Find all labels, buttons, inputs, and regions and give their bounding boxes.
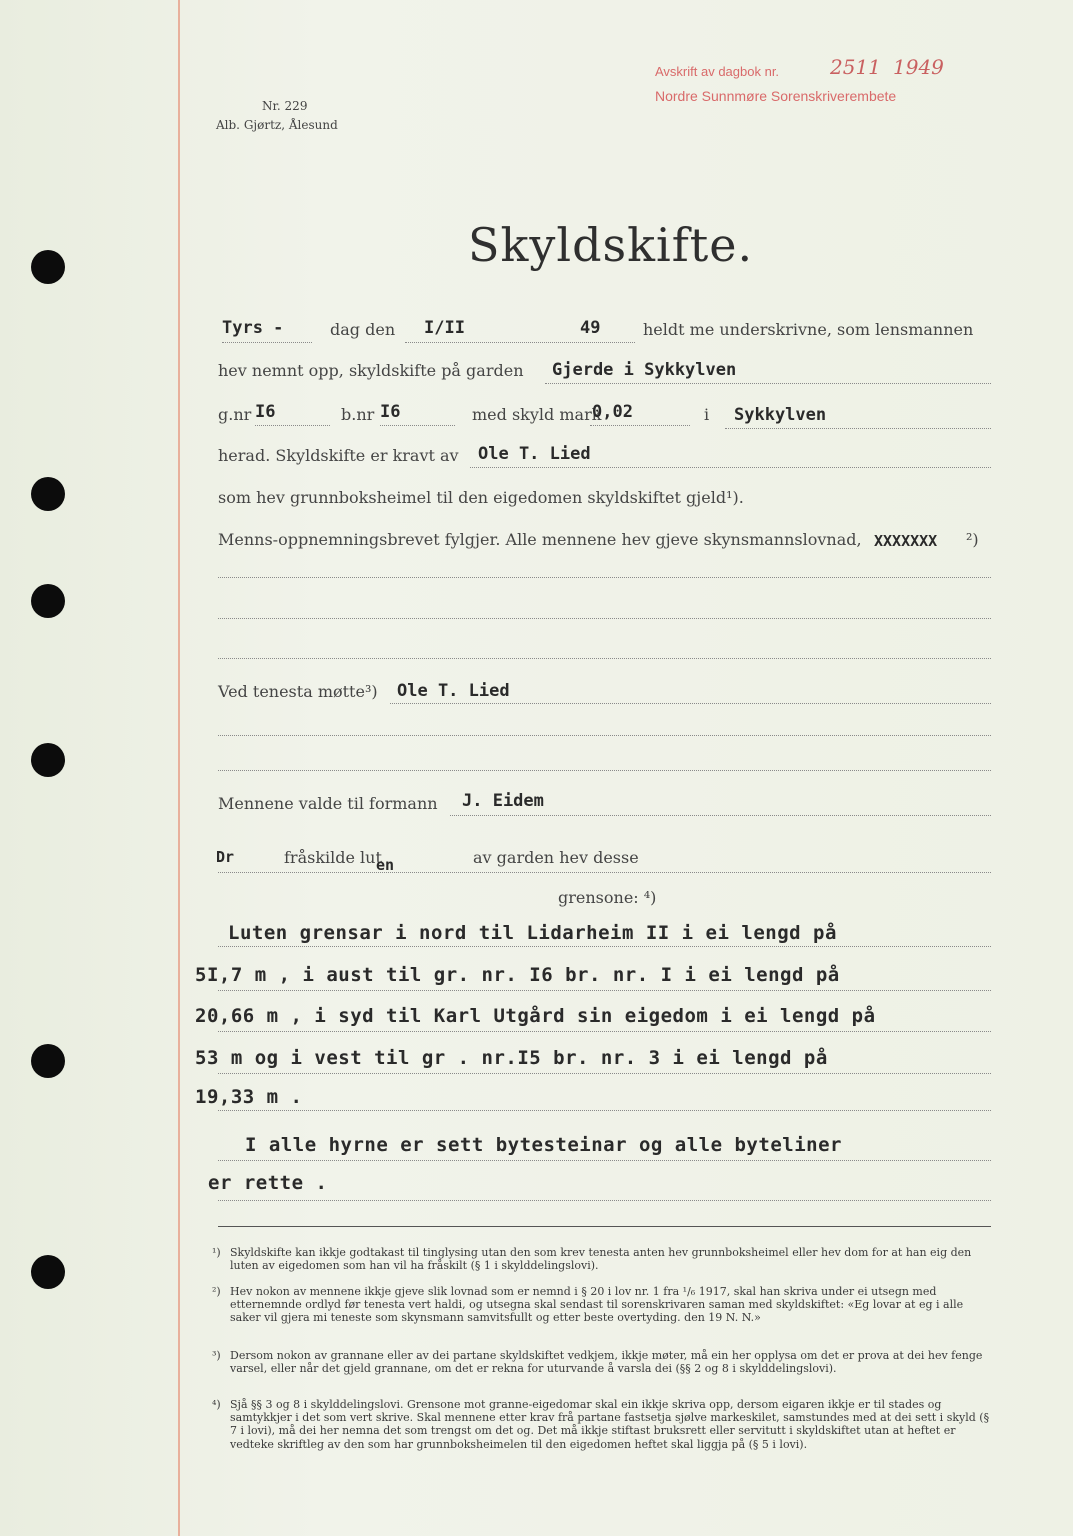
punch-hole (31, 250, 65, 284)
fraskilde-label: fråskilde lut (284, 848, 382, 867)
herad-label: herad. Skyldskifte er kravt av (218, 446, 459, 465)
year: 49 (580, 318, 601, 338)
footnote-text: Hev nokon av mennene ikkje gjeve slik lovnad som er nemnd i § 20 i lov nr. 1 fra ¹/₆ 1917, skal han skriva under ei utsegn med etternemnde ordlyd før tenesta vert haldi, og utsegna skal sendast til sorenskrivaren saman med skyldskiftet: «Eg lovar at eg i alle saker vil gjera mi teneste som skynsmann samvitsfullt og etter beste overtyding. den 19 N. N.» (230, 1285, 964, 1325)
hev-nemnt-label: hev nemnt opp, skyldskifte på garden (218, 361, 524, 380)
municipality: Sykkylven (734, 405, 827, 425)
printer-number: Nr. 229 (262, 99, 308, 113)
footnote-number: ⁴) (212, 1398, 221, 1411)
stamp-line2: Nordre Sunnmøre Sorenskriverembete (655, 88, 897, 104)
requested-by: Ole T. Lied (478, 444, 591, 464)
footnote-text: Sjå §§ 3 og 8 i skylddelingslovi. Grensone mot granne-eigedomar skal ein ikkje skriva opp, dersom eigaren ikkje er til stades og samtykkjer i det som vert skrive. Skal mennene etter krav frå partane fastsetja sjølve markeskilet, samstundes med at dei sett i skyld (§ 7 i lovi), må dei her nemna det som trengst om det og. Det må ikkje stiftast bruksrett eller servitutt i skyldskiftet utan at heftet er vedteke skriftleg av den som har grunnboksheimelen til den eigedomen heftet skal liggja på (§ 5 i lovi). (230, 1398, 990, 1451)
bnr-value: I6 (380, 402, 401, 422)
boundary-line: 53 m og i vest til gr . nr.I5 br. nr. 3 i ei lengd på (195, 1047, 828, 1069)
formann-label: Mennene valde til formann (218, 794, 438, 813)
grensone-label: grensone: ⁴) (558, 888, 657, 907)
footnote (212, 1246, 990, 1273)
heldt-text: heldt me underskrivne, som lensmannen (643, 320, 974, 339)
gnr-label: g.nr (218, 405, 252, 424)
footnote-number: ¹) (212, 1246, 221, 1259)
date: I/II (424, 318, 465, 338)
footnote (212, 1285, 990, 1325)
menns-crossed: XXXXXXX (874, 532, 938, 550)
closing-line: er rette . (208, 1172, 328, 1194)
footnote (212, 1349, 990, 1376)
skyld-value: 0,02 (592, 402, 633, 422)
stamp-year: 1949 (893, 55, 944, 79)
closing-line: I alle hyrne er sett bytesteinar og alle byteliner (245, 1134, 842, 1156)
footnote-number: ³) (212, 1349, 221, 1362)
boundary-line: 5I,7 m , i aust til gr. nr. I6 br. nr. I i ei lengd på (195, 964, 840, 986)
footnote (212, 1398, 990, 1451)
attendee: Ole T. Lied (397, 681, 510, 701)
printer-address: Alb. Gjørtz, Ålesund (216, 118, 338, 132)
punch-hole (31, 584, 65, 618)
margin-line (178, 0, 180, 1536)
stamp-number: 2511 (830, 55, 881, 79)
punch-hole (31, 1044, 65, 1078)
i-label: i (704, 405, 710, 424)
punch-hole (31, 477, 65, 511)
bnr-label: b.nr (341, 405, 375, 424)
boundary-line: Luten grensar i nord til Lidarheim II i ei lengd på (228, 922, 837, 944)
boundary-line: 20,66 m , i syd til Karl Utgård sin eigedom i ei lengd på (195, 1005, 876, 1027)
page-title: Skyldskifte. (468, 218, 754, 272)
menns-text: Menns-oppnemningsbrevet fylgjer. Alle mennene hev gjeve skynsmannslovnad, (218, 530, 862, 549)
punch-hole (31, 743, 65, 777)
heimel-text: som hev grunnboksheimel til den eigedomen skyldskiftet gjeld¹). (218, 488, 744, 507)
menns-suffix: ²) (966, 530, 979, 549)
stamp-line1: Avskrift av dagbok nr. (655, 64, 780, 79)
boundary-line: 19,33 m . (195, 1086, 303, 1108)
gnr-value: I6 (255, 402, 276, 422)
fraskilde-suffix: en (376, 856, 395, 874)
farm-name: Gjerde i Sykkylven (552, 360, 737, 380)
dag-den-label: dag den (330, 320, 396, 339)
av-garden-label: av garden hev desse (473, 848, 639, 867)
formann: J. Eidem (462, 791, 544, 811)
skyld-label: med skyld mark (472, 405, 602, 424)
footnote-text: Skyldskifte kan ikkje godtakast til tinglysing utan den som krev tenesta anten hev grunnboksheimel eller hev dom for at han eig den luten av eigedomen som han vil ha fråskilt (§ 1 i skylddelingslovi). (230, 1246, 972, 1273)
mote-label: Ved tenesta møtte³) (218, 682, 378, 701)
footnote-number: ²) (212, 1285, 221, 1298)
footnote-text: Dersom nokon av grannane eller av dei partane skyldskiftet vedkjem, ikkje møter, må ein her opplysa om det er prova at dei hev fenge varsel, eller når det gjeld grannane, om det er rekna for uturvande å varsla dei (§§ 2 og 8 i skylddelingslovi). (230, 1349, 983, 1376)
punch-hole (31, 1255, 65, 1289)
weekday: Tyrs - (222, 318, 284, 338)
fraskilde-prefix: Dr (216, 848, 235, 866)
